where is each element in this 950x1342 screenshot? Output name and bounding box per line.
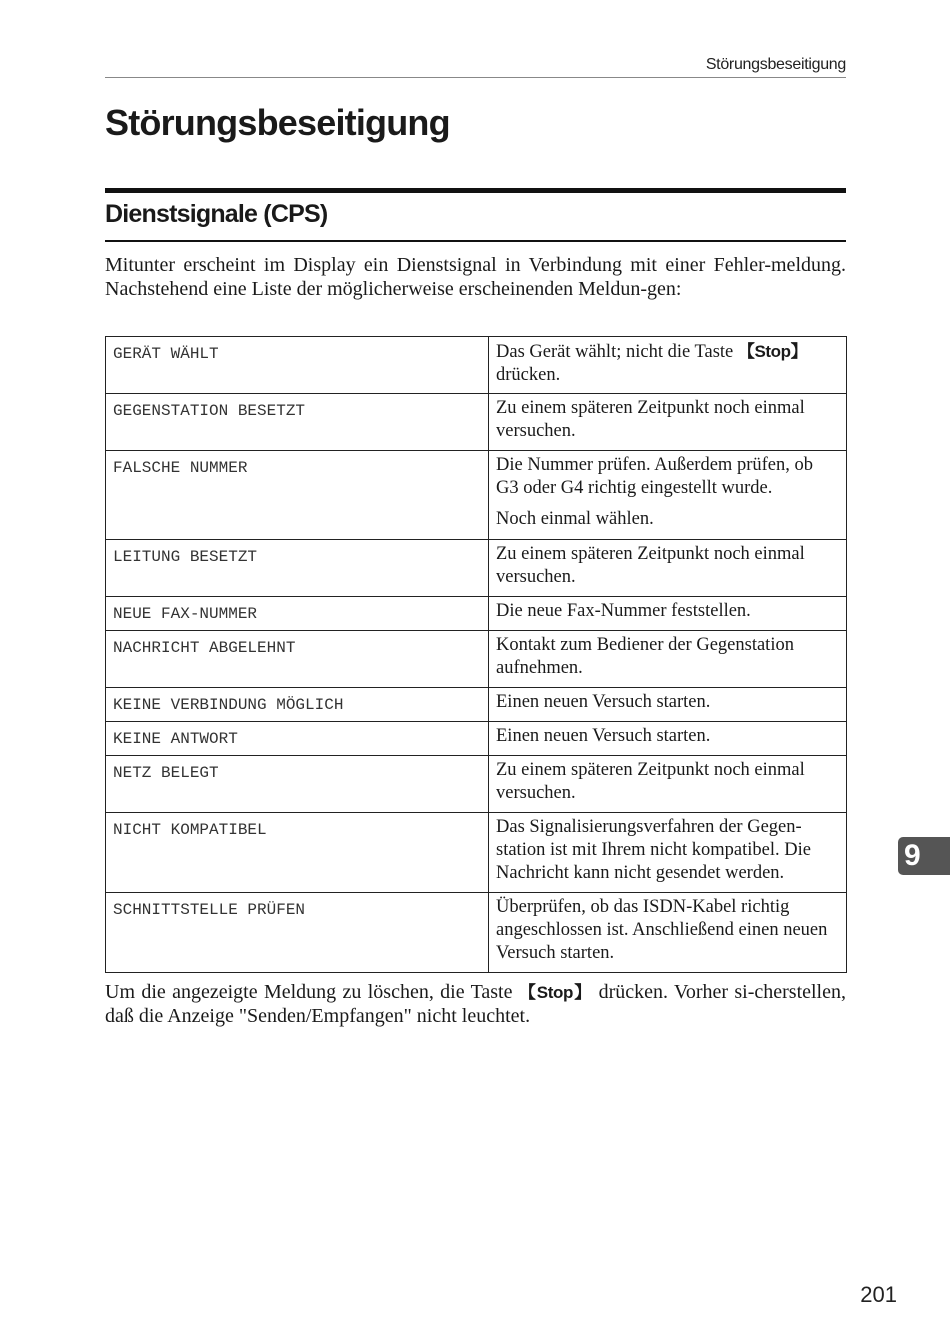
signal-message: GEGENSTATION BESETZT [106, 394, 489, 451]
signal-description: Die neue Fax-Nummer feststellen. [489, 597, 847, 631]
signal-description: Das Signalisierungsverfahren der Gegen-station ist mit Ihrem nicht kompatibel. Die Nachricht kann nicht gesendet werden. [489, 813, 847, 893]
signal-message: NETZ BELEGT [106, 756, 489, 813]
signal-description: Zu einem späteren Zeitpunkt noch einmal versuchen. [489, 394, 847, 451]
signal-description: Zu einem späteren Zeitpunkt noch einmal versuchen. [489, 756, 847, 813]
table-row [106, 337, 847, 394]
signal-description [489, 337, 847, 394]
signal-description [489, 451, 847, 540]
signal-message: GERÄT WÄHLT [106, 337, 489, 394]
signal-message: KEINE VERBINDUNG MÖGLICH [106, 688, 489, 722]
signal-message: LEITUNG BESETZT [106, 540, 489, 597]
table-row [106, 540, 847, 597]
closing-text: drücken. Vorher si-cherstellen, daß die Anzeige "Senden/Empfangen" nicht leuchtet. [105, 981, 846, 1027]
table-row [106, 631, 847, 688]
description-text: drücken. [496, 365, 561, 385]
table-row [106, 394, 847, 451]
header-rule [105, 77, 846, 78]
signal-description: Überprüfen, ob das ISDN-Kabel richtig angeschlossen ist. Anschließend einen neuen Versuch starten. [489, 893, 847, 973]
signal-description: Kontakt zum Bediener der Gegenstation aufnehmen. [489, 631, 847, 688]
description-text: Noch einmal wählen. [496, 509, 654, 529]
signal-message: NACHRICHT ABGELEHNT [106, 631, 489, 688]
stop-key-label: 【Stop】 [737, 342, 808, 361]
table-row [106, 688, 847, 722]
closing-text: Um die angezeigte Meldung zu löschen, die Taste [105, 981, 519, 1003]
signal-description: Einen neuen Versuch starten. [489, 722, 847, 756]
stop-key-label: 【Stop】 [518, 983, 593, 1002]
signal-message: FALSCHE NUMMER [106, 451, 489, 540]
table-row [106, 597, 847, 631]
table-row [106, 451, 847, 540]
table-row [106, 813, 847, 893]
signal-message: SCHNITTSTELLE PRÜFEN [106, 893, 489, 973]
intro-paragraph: Mitunter erscheint im Display ein Dienstsignal in Verbindung mit einer Fehler-meldung. Nachstehend eine Liste der möglicherweise erscheinenden Meldun-gen: [105, 254, 846, 300]
closing-paragraph [105, 981, 846, 1028]
signal-description: Einen neuen Versuch starten. [489, 688, 847, 722]
running-head: Störungsbeseitigung [705, 56, 846, 73]
signal-message: KEINE ANTWORT [106, 722, 489, 756]
chapter-tab: 9 [898, 837, 950, 875]
section-rule-thin [105, 240, 846, 242]
service-signal-table [105, 336, 847, 973]
signal-description: Zu einem späteren Zeitpunkt noch einmal versuchen. [489, 540, 847, 597]
page-number: 201 [860, 1282, 897, 1307]
description-text: Das Gerät wählt; nicht die Taste [496, 342, 738, 362]
section-title: Dienstsignale (CPS) [105, 200, 328, 228]
table-row [106, 893, 847, 973]
signal-message: NICHT KOMPATIBEL [106, 813, 489, 893]
signal-message: NEUE FAX-NUMMER [106, 597, 489, 631]
section-rule-thick [105, 188, 846, 193]
table-row [106, 756, 847, 813]
table-row [106, 722, 847, 756]
description-text: Die Nummer prüfen. Außerdem prüfen, ob G3 oder G4 richtig eingestellt wurde. [496, 455, 813, 498]
chapter-title: Störungsbeseitigung [105, 102, 450, 143]
